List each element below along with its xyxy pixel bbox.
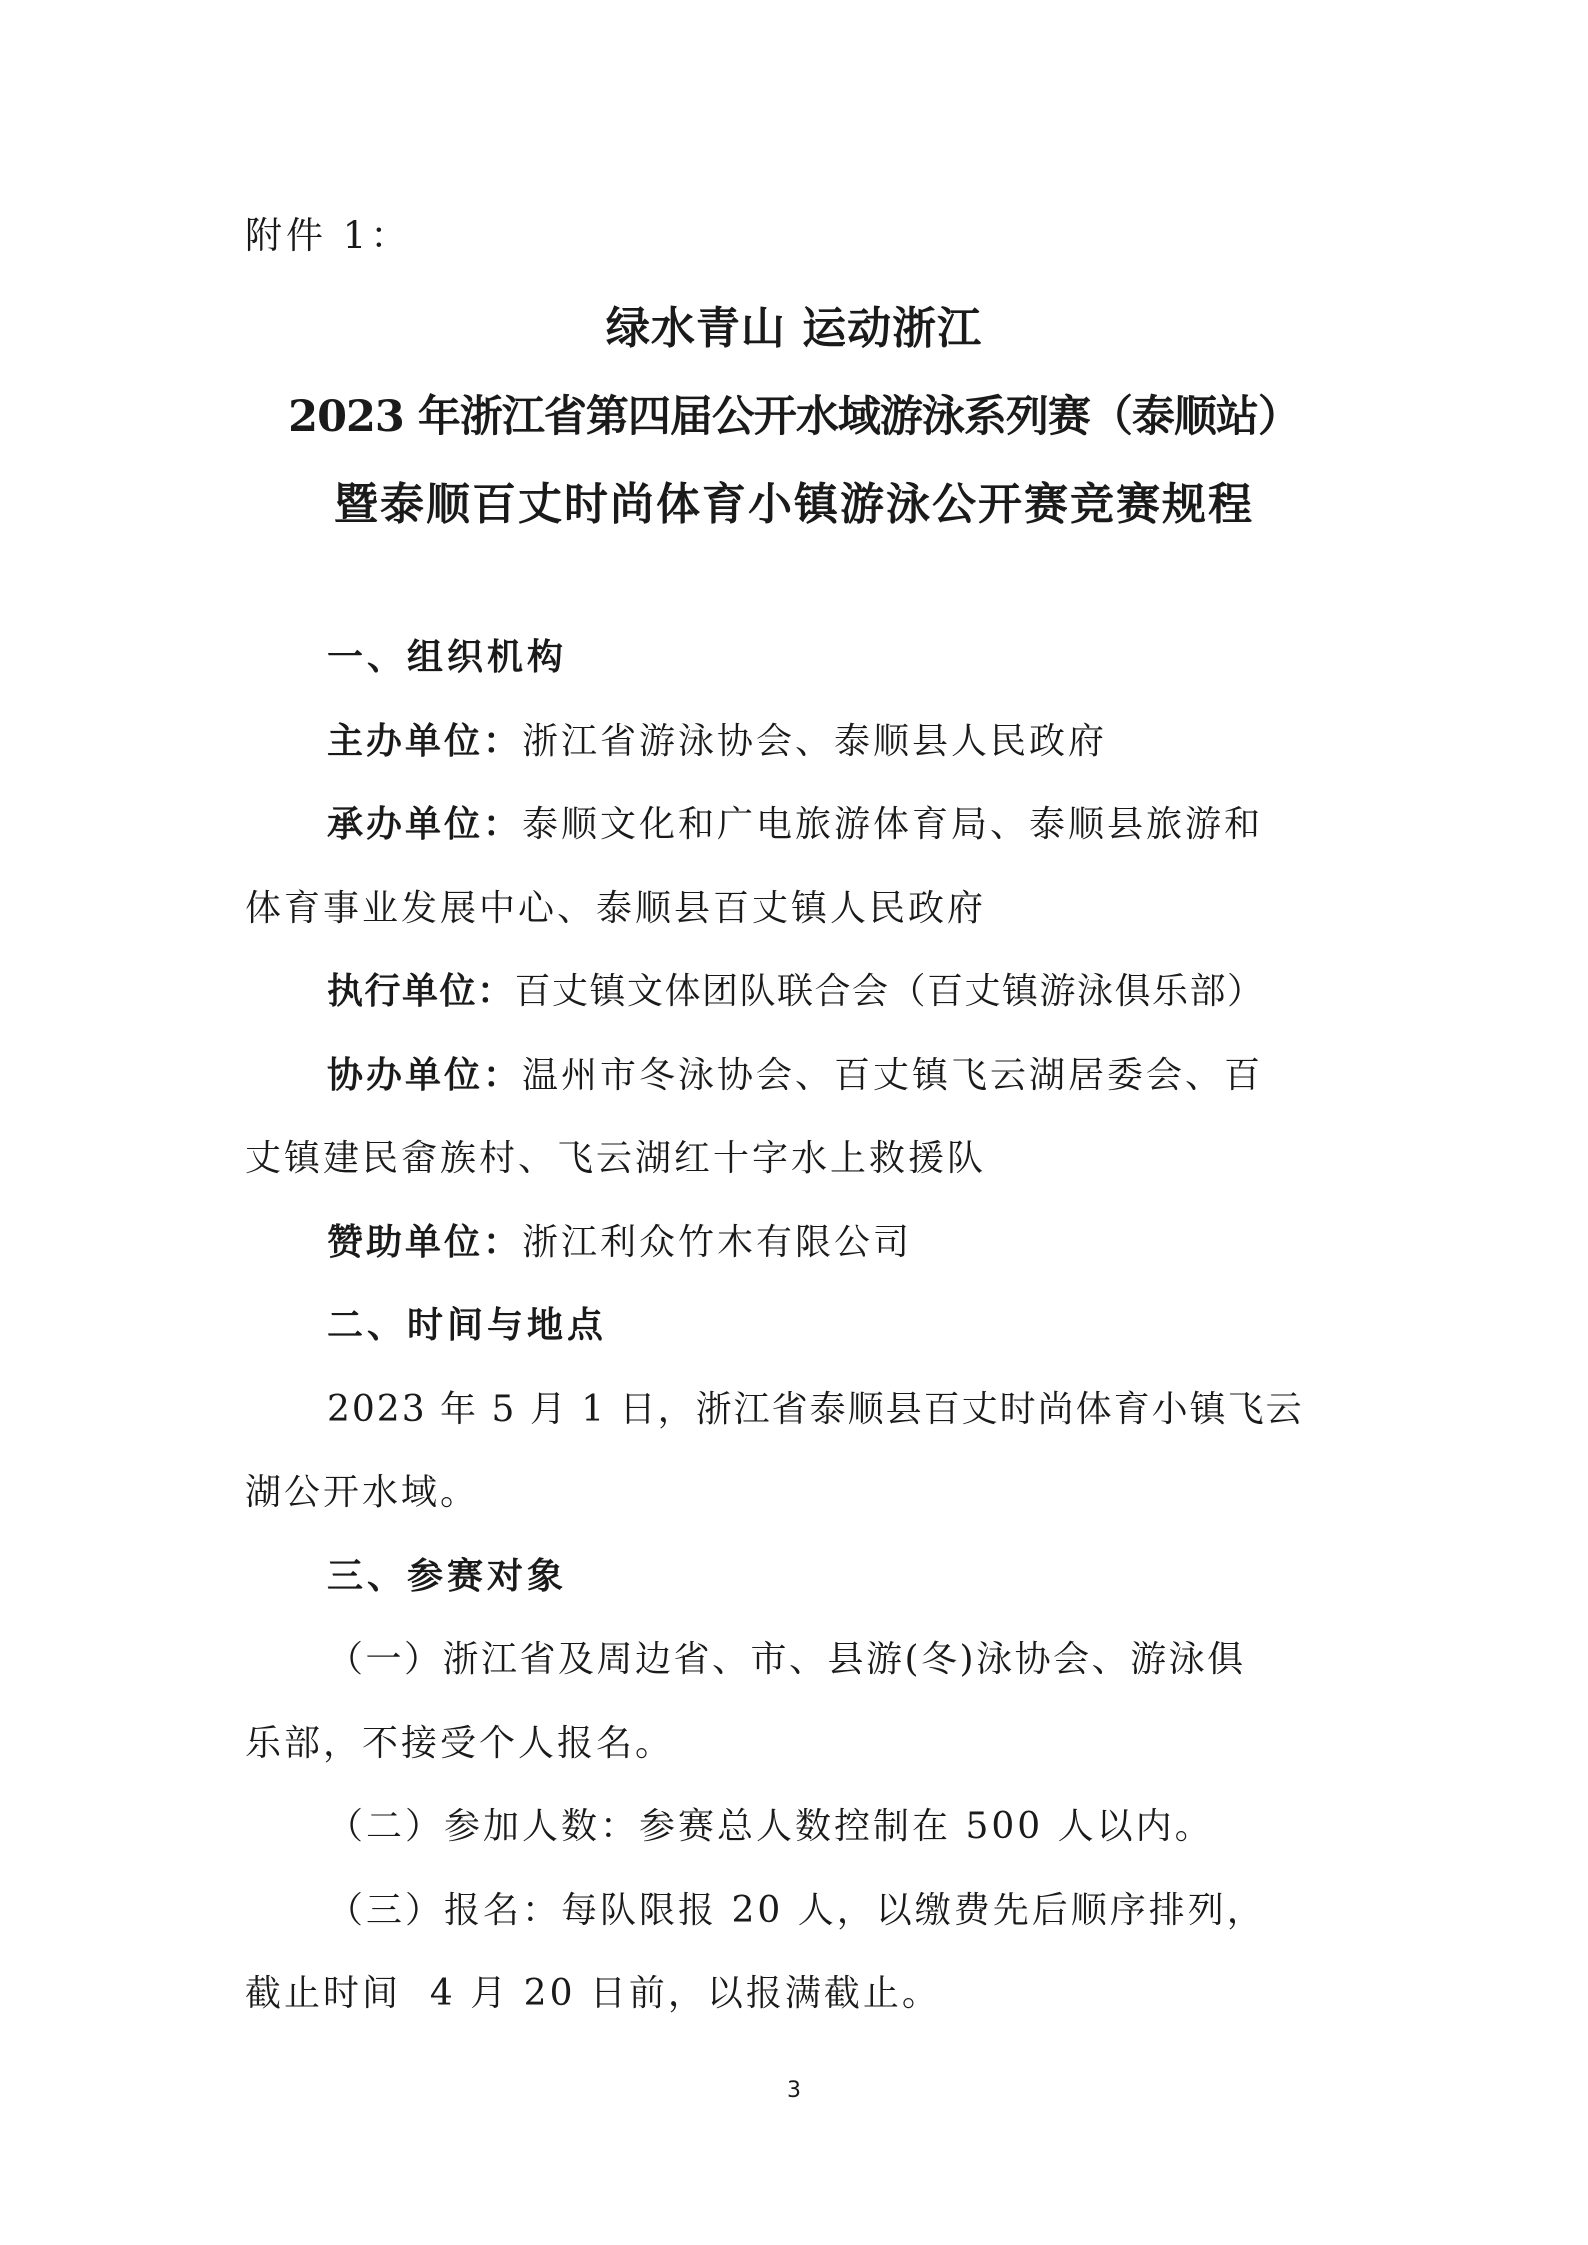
section-heading-participants: 三、参赛对象: [327, 1554, 568, 1597]
host-row: [245, 700, 1345, 784]
executor-value: 百丈镇文体团队联合会（百丈镇游泳俱乐部）: [514, 971, 1265, 1012]
participants-item-1: （一）浙江省及周边省、市、县游(冬)泳协会、游泳俱: [327, 1639, 1246, 1680]
sponsor-label: 赞助单位：: [327, 1220, 523, 1263]
document-body: [245, 616, 1345, 2036]
time-place-text: 2023 年 5 月 1 日，浙江省泰顺县百丈时尚体育小镇飞云: [327, 1388, 1304, 1430]
host-value: 浙江省游泳协会、泰顺县人民政府: [522, 720, 1108, 762]
co-organizer-label: 协办单位：: [327, 1053, 523, 1096]
organizer-value: 泰顺文化和广电旅游体育局、泰顺县旅游和: [522, 804, 1264, 845]
sponsor-row: [245, 1201, 1345, 1285]
host-label: 主办单位：: [327, 719, 523, 762]
participants-item-1-continued: 乐部，不接受个人报名。: [245, 1722, 675, 1764]
time-place-text-continued: 湖公开水域。: [245, 1472, 480, 1513]
organizer-value-continued: 体育事业发展中心、泰顺县百丈镇人民政府: [245, 887, 987, 929]
co-organizer-value-continued: 丈镇建民畲族村、飞云湖红十字水上救援队: [245, 1138, 987, 1179]
section-heading-time-place: 二、时间与地点: [327, 1304, 608, 1346]
title-line-3: 暨泰顺百丈时尚体育小镇游泳公开赛竞赛规程: [334, 479, 1254, 530]
participants-item-3: （三）报名：每队限报 20 人，以缴费先后顺序排列，: [327, 1889, 1266, 1931]
executor-row: [245, 950, 1345, 1034]
sponsor-value: 浙江利众竹木有限公司: [522, 1221, 913, 1263]
participants-item-3-continued: 截止时间 4 月 20 日前，以报满截止。: [245, 1973, 941, 2014]
title-line-2: 2023 年浙江省第四届公开水域游泳系列赛（泰顺站）: [288, 392, 1300, 442]
co-organizer-value: 温州市冬泳协会、百丈镇飞云湖居委会、百: [522, 1054, 1264, 1096]
organizer-label: 承办单位：: [327, 803, 523, 845]
co-organizer-row: [245, 1034, 1345, 1118]
section-heading-organization: 一、组织机构: [327, 636, 568, 678]
executor-label: 执行单位：: [327, 970, 515, 1012]
attachment-label: 附件 1：: [245, 214, 412, 257]
title-line-1: 绿水青山 运动浙江: [605, 303, 983, 354]
participants-item-2: （二）参加人数：参赛总人数控制在 500 人以内。: [327, 1806, 1214, 1847]
page-number: 3: [787, 2078, 801, 2103]
document-title: [0, 285, 1588, 549]
organizer-row: [245, 783, 1345, 867]
